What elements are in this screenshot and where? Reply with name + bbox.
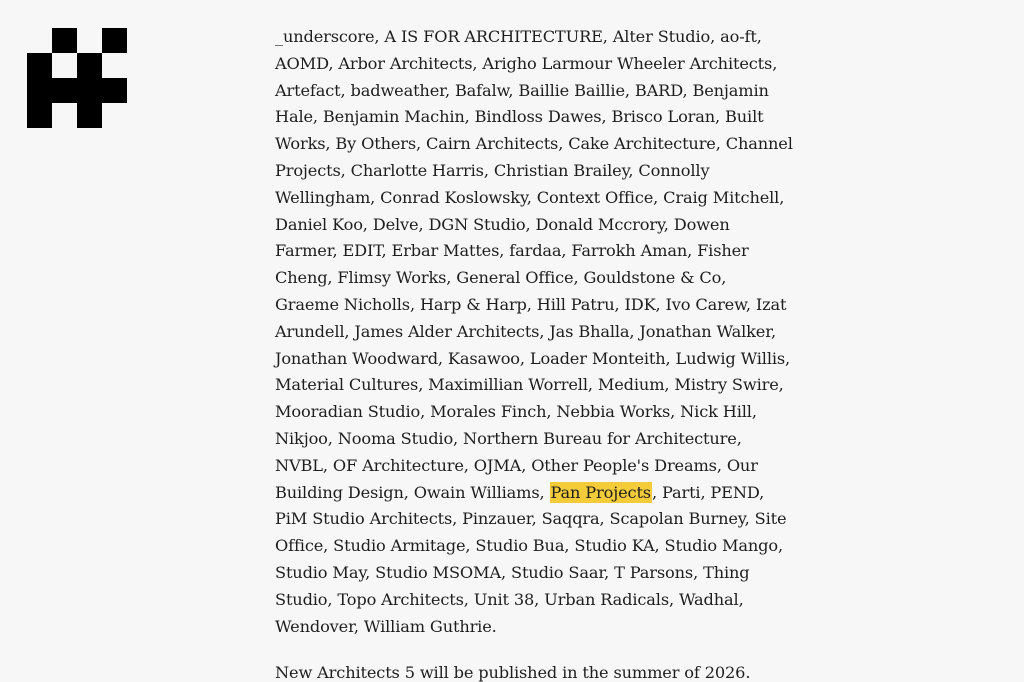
architects-list-part-2: , Parti, PEND, PiM Studio Architects, Pinzauer, Saqqra, Scapolan Burney, Site Office, Studio Armitage, Studio Bua, Studio KA, Studio Mango, Studio May, Studio MSOMA, Studio Saar, T Parsons, Thing Studio, Topo Architects, Unit 38, Urban Radicals, Wadhal, Wendover, William Guthrie. xyxy=(275,482,787,636)
logo-pixel xyxy=(27,78,52,103)
logo-pixel xyxy=(102,53,127,78)
architects-list-part-1: _underscore, A IS FOR ARCHITECTURE, Alter Studio, ao-ft, AOMD, Arbor Architects, Arigho Larmour Wheeler Architects, Artefact, badweather, Bafalw, Baillie Baillie, BARD, Benjamin Hale, Benjamin Machin, Bindloss Dawes, Brisco Loran, Built Works, By Others, Cairn Architects, Cake Architecture, Channel Projects, Charlotte Harris, Christian Brailey, Connolly Wellingham, Conrad Koslowsky, Context Office, Craig Mitchell, Daniel Koo, Delve, DGN Studio, Donald Mccrory, Dowen Farmer, EDIT, Erbar Mattes, fardaa, Farrokh Aman, Fisher Cheng, Flimsy Works, General Office, Gouldstone & Co, Graeme Nicholls, Harp & Harp, Hill Patru, IDK, Ivo Carew, Izat Arundell, James Alder Architects, Jas Bhalla, Jonathan Walker, Jonathan Woodward, Kasawoo, Loader Monteith, Ludwig Willis, Material Cultures, Maximillian Worrell, Medium, Mistry Swire, Mooradian Studio, Morales Finch, Nebbia Works, Nick Hill, Nikjoo, Nooma Studio, Northern Bureau for Architecture, NVBL, OF Architecture, OJMA, Other People's Dreams, Our Building Design, Owain Williams, xyxy=(275,27,793,502)
logo-pixel xyxy=(102,78,127,103)
logo-pixel xyxy=(77,53,102,78)
publication-note: New Architects 5 will be published in the summer of 2026. xyxy=(275,663,751,682)
logo-pixel xyxy=(77,78,102,103)
architects-list xyxy=(275,24,795,640)
logo[interactable] xyxy=(27,28,127,128)
logo-pixel xyxy=(52,53,77,78)
logo-pixel xyxy=(27,53,52,78)
logo-pixel xyxy=(27,103,52,128)
logo-pixel xyxy=(102,103,127,128)
logo-pixel xyxy=(52,28,77,53)
logo-pixel xyxy=(52,78,77,103)
logo-pixel xyxy=(77,103,102,128)
logo-pixel xyxy=(102,28,127,53)
logo-pixel xyxy=(27,28,52,53)
logo-pixel xyxy=(52,103,77,128)
main-content xyxy=(275,24,795,682)
highlighted-architect-pan-projects[interactable]: Pan Projects xyxy=(550,482,651,502)
logo-pixel xyxy=(77,28,102,53)
